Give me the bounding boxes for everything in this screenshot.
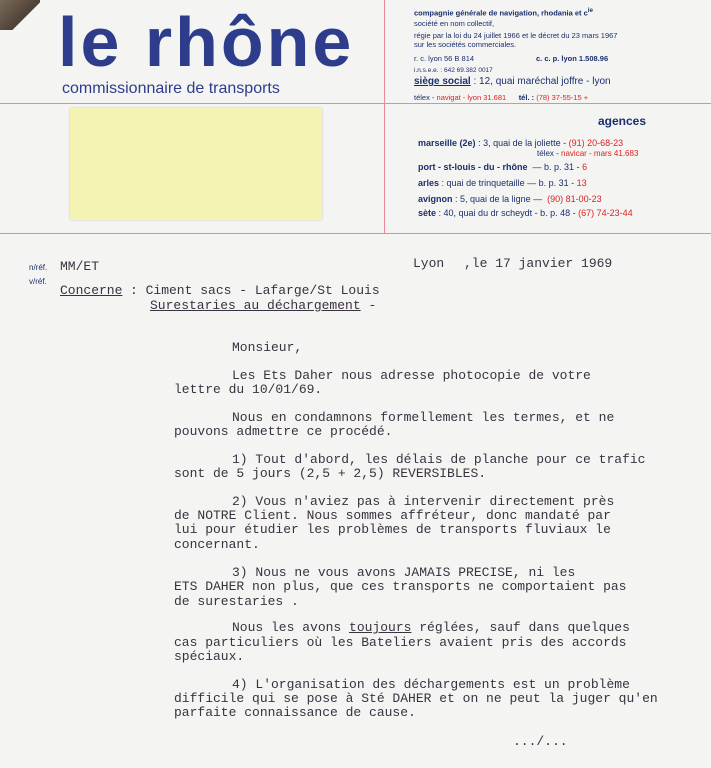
paragraph-1-line-2: lettre du 10/01/69. [174,382,323,397]
letter-place: Lyon [413,256,445,271]
paragraph-2-line-1: Nous en condamnons formellement les termes, et ne [232,410,615,425]
paragraph-2-line-2: pouvons admettre ce procédé. [174,424,393,439]
header-rule-bottom [0,233,711,234]
concerne-line-1: : Ciment sacs - Lafarge/St Louis [130,283,380,298]
company-siege: siège social : 12, quai maréchal joffre - lyon [414,76,611,87]
paragraph-4-line-2: de NOTRE Client. Nous sommes affréteur, donc mandaté par [174,508,611,523]
paragraph-6-line-1: Nous les avons toujours réglées, sauf dans quelques [232,620,630,635]
nref-label: n/réf. [29,263,48,272]
company-telex: télex - navigat - lyon 31.681 tél. : (78) 37-55-15 + [414,93,589,102]
paragraph-5-line-3: de surestaries . [174,594,299,609]
agence-sete: sète : 40, quai du dr scheydt - b. p. 48 - (67) 74-23-44 [418,208,633,218]
torn-corner [0,0,40,30]
concerne-line-2: Surestaries au déchargement - [150,298,377,313]
paragraph-4-line-1: 2) Vous n'aviez pas à intervenir directement près [232,494,615,509]
company-tagline: commissionnaire de transports [62,80,280,97]
header-divider [384,0,385,234]
agence-marseille-telex: télex - navicar - mars 41.683 [537,149,639,158]
header-rule-top [0,103,711,104]
letter-date: ,le 17 janvier 1969 [464,256,613,271]
salutation: Monsieur, [232,340,303,355]
paragraph-5-line-1: 3) Nous ne vous avons JAMAIS PRECISE, ni les [232,565,576,580]
company-law-2: sur les sociétés commerciales. [414,40,517,49]
agence-arles: arles : quai de trinquetaille — b. p. 31 - 13 [418,178,587,188]
company-ccp: c. c. p. lyon 1.508.96 [536,54,609,63]
paragraph-7-line-1: 4) L'organisation des déchargements est un problème [232,677,630,692]
paragraph-1-line-1: Les Ets Daher nous adresse photocopie de votre [232,368,591,383]
agences-title: agences [598,114,647,128]
paragraph-5-line-2: ETS DAHER non plus, que ces transports ne comportaient pas [174,579,627,594]
continued-marker: .../... [513,734,568,749]
company-form: société en nom collectif, [414,19,495,28]
vref-label: v/réf. [29,277,47,286]
company-insee: i.n.s.e.e. : 642 69.382 0017 [414,67,493,74]
company-rc: r. c. lyon 56 B 814 [414,54,475,63]
company-logo: le rhône [58,3,355,81]
concerne-label: Concerne [60,283,123,298]
company-name: compagnie générale de navigation, rhodania et $c^{ie}$ [414,7,594,18]
paragraph-3-line-1: 1) Tout d'abord, les délais de planche pour ce trafic [232,452,646,467]
paragraph-3-line-2: sont de 5 jours (2,5 + 2,5) REVERSIBLES. [174,466,487,481]
company-law: régie par la loi du 24 juillet 1966 et le décret du 23 mars 1967 [414,31,618,40]
agence-marseille: marseille (2e) : 3, quai de la joliette - (91) 20-68-23 [418,138,624,148]
agence-avignon: avignon : 5, quai de la ligne — (90) 81-00-23 [418,194,602,204]
paragraph-4-line-3: lui pour étudier les problèmes de transports fluviaux le [174,522,611,537]
agence-port-st-louis: port - st-louis - du - rhône — b. p. 31 - 6 [418,162,588,172]
paragraph-4-line-4: concernant. [174,537,260,552]
nref-value: MM/ET [60,259,100,274]
paragraph-7-line-3: parfaite connaissance de cause. [174,705,416,720]
paragraph-7-line-2: difficile qui se pose à Sté DAHER et on ne peut la juger qu'en [174,691,658,706]
address-sticky-note [70,108,322,220]
paragraph-6-line-3: spéciaux. [174,649,245,664]
paragraph-6-line-2: cas particuliers où les Bateliers avaient pris des accords [174,635,627,650]
